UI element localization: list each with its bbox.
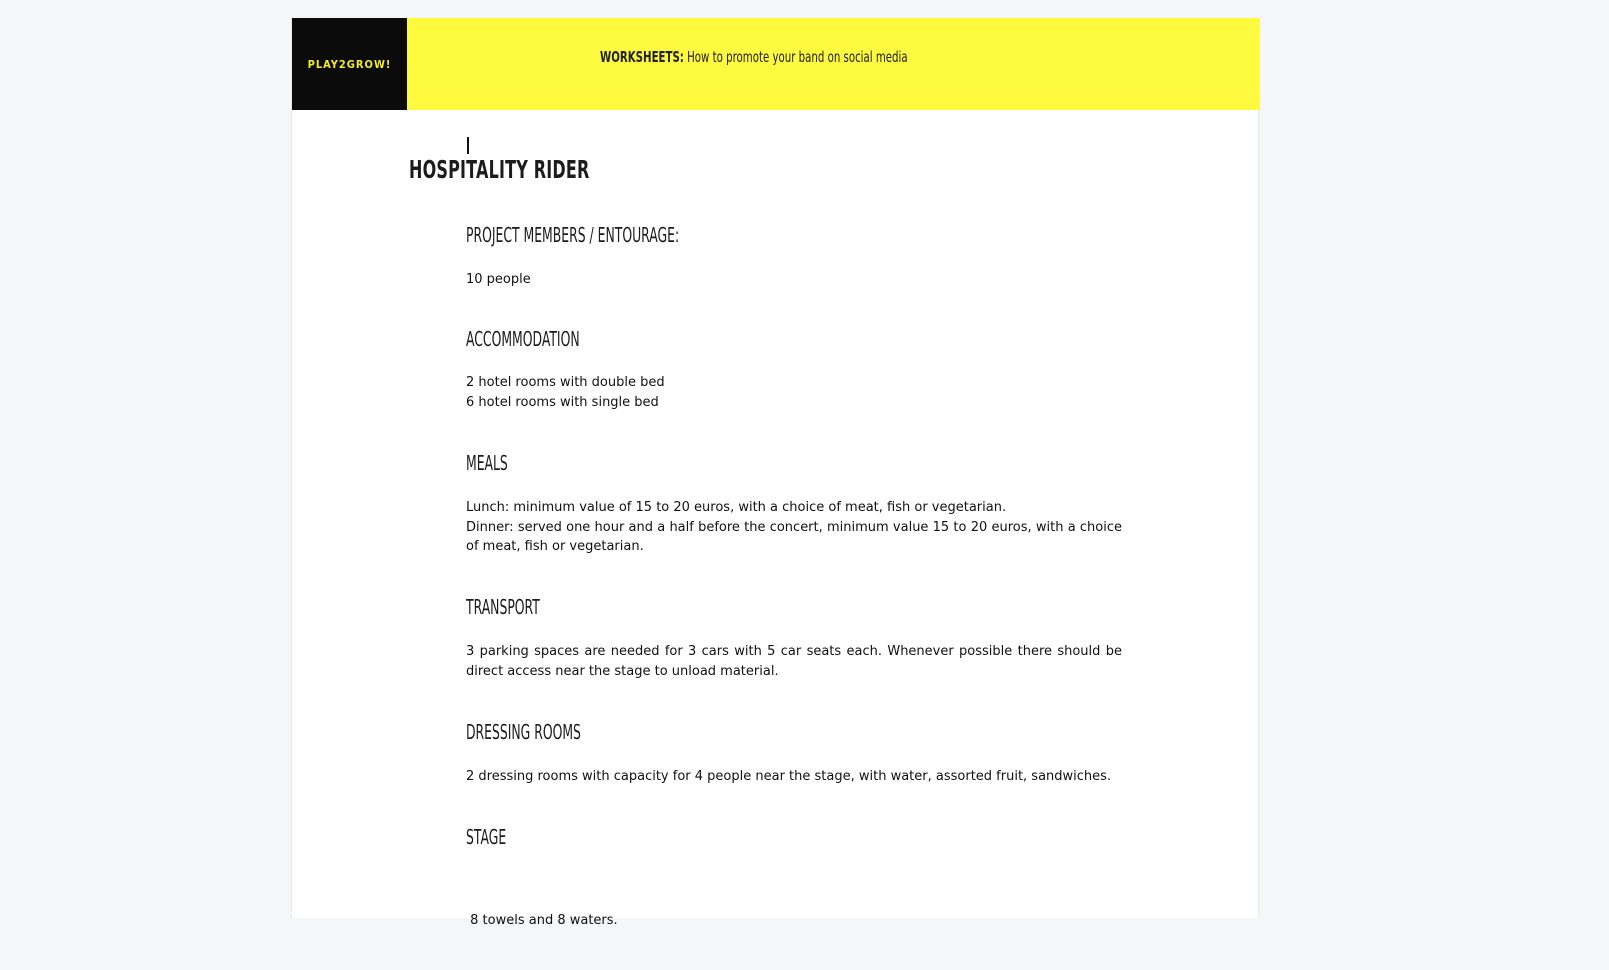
section-heading-dressing-rooms: DRESSING ROOMS [466,720,581,744]
text-cursor [467,137,469,154]
section-heading-stage: STAGE [466,825,507,849]
logo [292,18,407,110]
worksheet-label: WORKSHEETS: [600,48,684,66]
header-banner [292,18,1260,110]
body-line: 2 hotel rooms with double bed [466,375,665,390]
section-body-meals [466,498,1122,557]
body-line: 10 people [466,272,531,287]
document-page [291,18,1259,928]
body-line: Dinner: served one hour and a half before the concert, minimum value 15 to 20 euros, with a choice of meat, fish or vegetarian. [466,519,1122,554]
body-line: 3 parking spaces are needed for 3 cars with 5 car seats each. Whenever possible there should be direct access near the stage to unload material. [466,644,1122,679]
body-line: 2 dressing rooms with capacity for 4 people near the stage, with water, assorted fruit, sandwiches. [466,769,1112,784]
worksheet-header-title [600,48,908,66]
section-body-entourage [466,270,1122,290]
worksheet-title: How to promote your band on social media [687,48,908,66]
body-line: Lunch: minimum value of 15 to 20 euros, with a choice of meat, fish or vegetarian. [466,500,1007,515]
section-body-accommodation [466,373,1122,412]
body-line: 8 towels and 8 waters. [466,913,618,928]
section-body-dressing-rooms [466,767,1122,787]
body-line: 6 hotel rooms with single bed [466,394,659,410]
section-heading-entourage: PROJECT MEMBERS / ENTOURAGE: [466,223,680,247]
logo-text: PLAY2GROW! [307,57,392,71]
section-body-stage [466,872,1122,970]
section-heading-meals: MEALS [466,451,508,475]
document-title: HOSPITALITY RIDER [409,155,590,184]
section-body-transport [466,642,1122,681]
section-heading-transport: TRANSPORT [466,595,540,619]
section-heading-accommodation: ACCOMMODATION [466,327,580,351]
